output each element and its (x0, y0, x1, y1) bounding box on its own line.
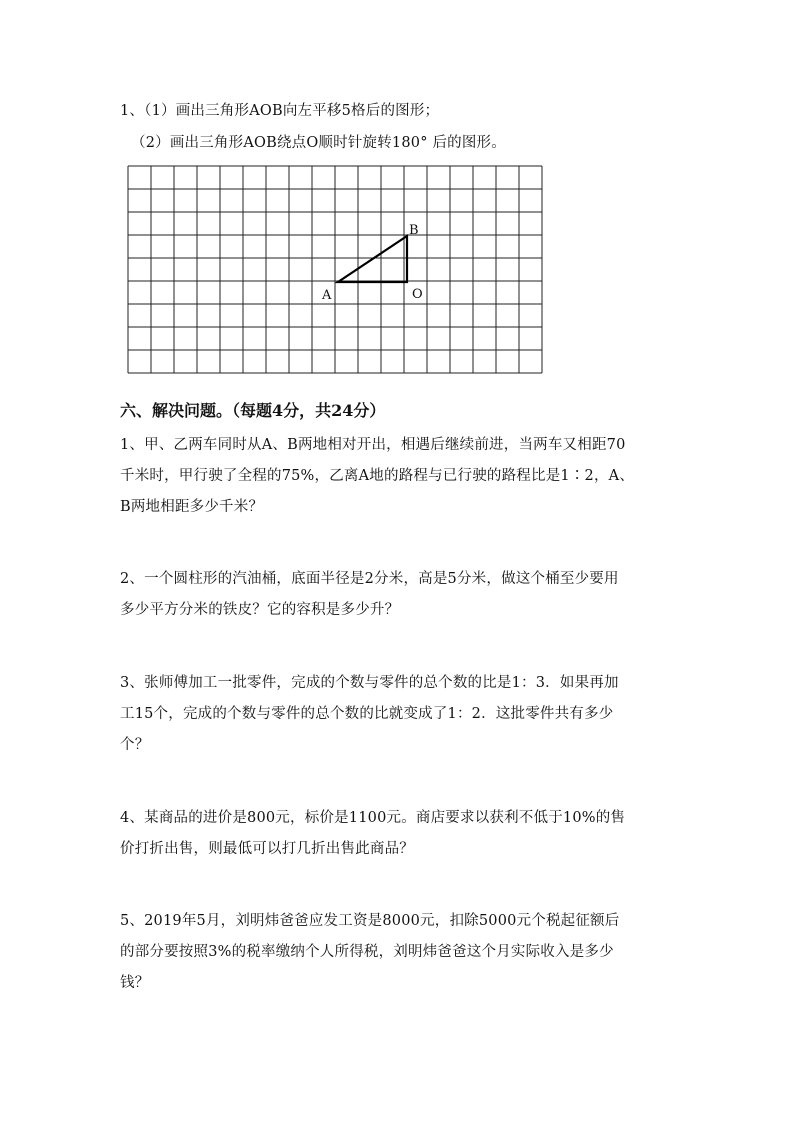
question-1-part-2: （2）画出三角形AOB绕点O顺时针旋转180° 后的图形。 (131, 135, 506, 151)
problem-line: 工15个，完成的个数与零件的总个数的比就变成了1：2．这批零件共有多少 (120, 706, 614, 722)
grid-lines (128, 166, 542, 373)
problem-line: 2、一个圆柱形的汽油桶，底面半径是2分米，高是5分米，做这个桶至少要用 (120, 571, 619, 587)
problem-line: B两地相距多少千米？ (120, 499, 264, 515)
label-a: A (322, 288, 332, 303)
problem-line: 的部分要按照3%的税率缴纳个人所得税，刘明炜爸爸这个月实际收入是多少 (120, 944, 614, 960)
triangle-aob (338, 236, 407, 282)
problem-line: 千米时，甲行驶了全程的75%，乙离A地的路程与已行驶的路程比是1∶2，A、 (120, 468, 635, 484)
question-1-part-1: 1、（1）画出三角形AOB向左平移5格后的图形； (120, 103, 440, 119)
grid-figure (127, 165, 549, 377)
problem-line: 3、张师傅加工一批零件，完成的个数与零件的总个数的比是1：3．如果再加 (120, 675, 619, 691)
problem-line: 5、2019年5月，刘明炜爸爸应发工资是8000元，扣除5000元个税起征额后 (120, 913, 620, 929)
problem-line: 4、某商品的进价是800元，标价是1100元。商店要求以获利不低于10%的售 (120, 810, 626, 826)
problem-line: 1、甲、乙两车同时从A、B两地相对开出，相遇后继续前进，当两车又相距70 (120, 437, 626, 453)
section-six-title: 六、解决问题。（每题4分，共24分） (120, 401, 386, 420)
problem-line: 钱？ (120, 975, 150, 991)
problem-line: 个？ (120, 737, 150, 753)
problem-line: 多少平方分米的铁皮？它的容积是多少升？ (120, 602, 400, 618)
label-o: O (412, 287, 423, 302)
label-b: B (409, 223, 419, 238)
problem-line: 价打折出售，则最低可以打几折出售此商品？ (120, 841, 414, 857)
